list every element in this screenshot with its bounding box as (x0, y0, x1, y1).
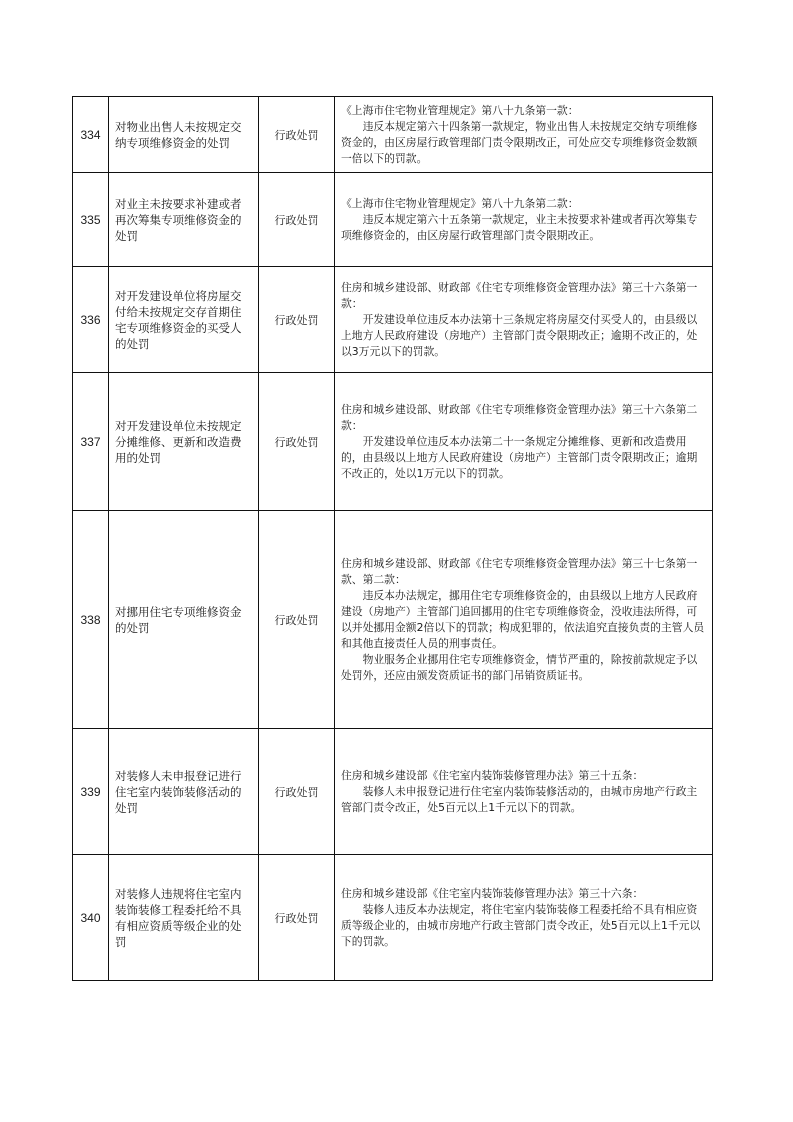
row-number: 334 (73, 97, 109, 173)
legal-basis-paragraph: 违反本办法规定，挪用住宅专项维修资金的，由县级以上地方人民政府建设（房地产）主管部门追回挪用的住宅专项维修资金，没收违法所得，可以并处挪用金额2倍以下的罚款；构成犯罪的，依法追究直接负责的主管人员和其他直接责任人员的刑事责任。 (341, 588, 705, 650)
penalty-type: 行政处罚 (259, 373, 335, 511)
legal-basis (335, 267, 713, 373)
legal-basis-paragraph: 违反本规定第六十四条第一款规定，物业出售人未按规定交纳专项维修资金的，由区房屋行政管理部门责令限期改正，可处应交专项维修资金数额一倍以下的罚款。 (341, 119, 698, 165)
legal-basis-paragraph: 装修人违反本办法规定，将住宅室内装饰装修工程委托给不具有相应资质等级企业的，由城市房地产行政主管部门责令改正，处5百元以上1千元以下的罚款。 (341, 902, 701, 948)
row-number: 336 (73, 267, 109, 373)
legal-basis-paragraph: 住房和城乡建设部、财政部《住宅专项维修资金管理办法》第三十六条第二款： (341, 402, 698, 432)
legal-basis-paragraph: 住房和城乡建设部、财政部《住宅专项维修资金管理办法》第三十六条第一款： (341, 280, 698, 310)
penalty-item: 对装修人未申报登记进行住宅室内装饰装修活动的处罚 (109, 729, 259, 855)
penalty-type: 行政处罚 (259, 173, 335, 267)
penalty-table (72, 96, 713, 981)
legal-basis-paragraph: 违反本规定第六十五条第一款规定，业主未按要求补建或者再次筹集专项维修资金的，由区房屋行政管理部门责令限期改正。 (341, 212, 698, 242)
table-body (73, 97, 713, 981)
penalty-item: 对业主未按要求补建或者再次筹集专项维修资金的处罚 (109, 173, 259, 267)
legal-basis-paragraph: 装修人未申报登记进行住宅室内装饰装修活动的，由城市房地产行政主管部门责令改正，处5百元以上1千元以下的罚款。 (341, 784, 698, 814)
penalty-item: 对物业出售人未按规定交纳专项维修资金的处罚 (109, 97, 259, 173)
table-row (73, 511, 713, 729)
table-row (73, 855, 713, 981)
penalty-item: 对开发建设单位未按规定分摊维修、更新和改造费用的处罚 (109, 373, 259, 511)
legal-basis (335, 855, 713, 981)
penalty-type: 行政处罚 (259, 729, 335, 855)
legal-basis (335, 729, 713, 855)
penalty-type: 行政处罚 (259, 267, 335, 373)
table-row (73, 267, 713, 373)
row-number: 337 (73, 373, 109, 511)
legal-basis-paragraph: 开发建设单位违反本办法第二十一条规定分摊维修、更新和改造费用的，由县级以上地方人民政府建设（房地产）主管部门责令限期改正；逾期不改正的，处以1万元以下的罚款。 (341, 434, 698, 480)
legal-basis-paragraph: 开发建设单位违反本办法第十三条规定将房屋交付买受人的，由县级以上地方人民政府建设（房地产）主管部门责令限期改正；逾期不改正的，处以3万元以下的罚款。 (341, 312, 698, 358)
row-number: 338 (73, 511, 109, 729)
legal-basis (335, 173, 713, 267)
table-row (73, 373, 713, 511)
legal-basis-paragraph: 《上海市住宅物业管理规定》第八十九条第一款： (341, 103, 579, 117)
penalty-item: 对挪用住宅专项维修资金的处罚 (109, 511, 259, 729)
row-number: 335 (73, 173, 109, 267)
penalty-type: 行政处罚 (259, 511, 335, 729)
penalty-type: 行政处罚 (259, 97, 335, 173)
penalty-item: 对开发建设单位将房屋交付给未按规定交存首期住宅专项维修资金的买受人的处罚 (109, 267, 259, 373)
legal-basis-paragraph: 《上海市住宅物业管理规定》第八十九条第二款： (341, 196, 579, 210)
penalty-type: 行政处罚 (259, 855, 335, 981)
penalty-item: 对装修人违规将住宅室内装饰装修工程委托给不具有相应资质等级企业的处罚 (109, 855, 259, 981)
row-number: 339 (73, 729, 109, 855)
legal-basis (335, 97, 713, 173)
legal-basis-paragraph: 住房和城乡建设部《住宅室内装饰装修管理办法》第三十五条： (341, 768, 644, 782)
legal-basis (335, 373, 713, 511)
table-row (73, 173, 713, 267)
table-row (73, 729, 713, 855)
legal-basis-paragraph: 物业服务企业挪用住宅专项维修资金，情节严重的，除按前款规定予以处罚外，还应由颁发资质证书的部门吊销资质证书。 (341, 652, 698, 682)
legal-basis (335, 511, 713, 729)
row-number: 340 (73, 855, 109, 981)
legal-basis-paragraph: 住房和城乡建设部《住宅室内装饰装修管理办法》第三十六条： (341, 886, 644, 900)
table-row (73, 97, 713, 173)
legal-basis-paragraph: 住房和城乡建设部、财政部《住宅专项维修资金管理办法》第三十七条第一款、第二款： (341, 556, 698, 586)
